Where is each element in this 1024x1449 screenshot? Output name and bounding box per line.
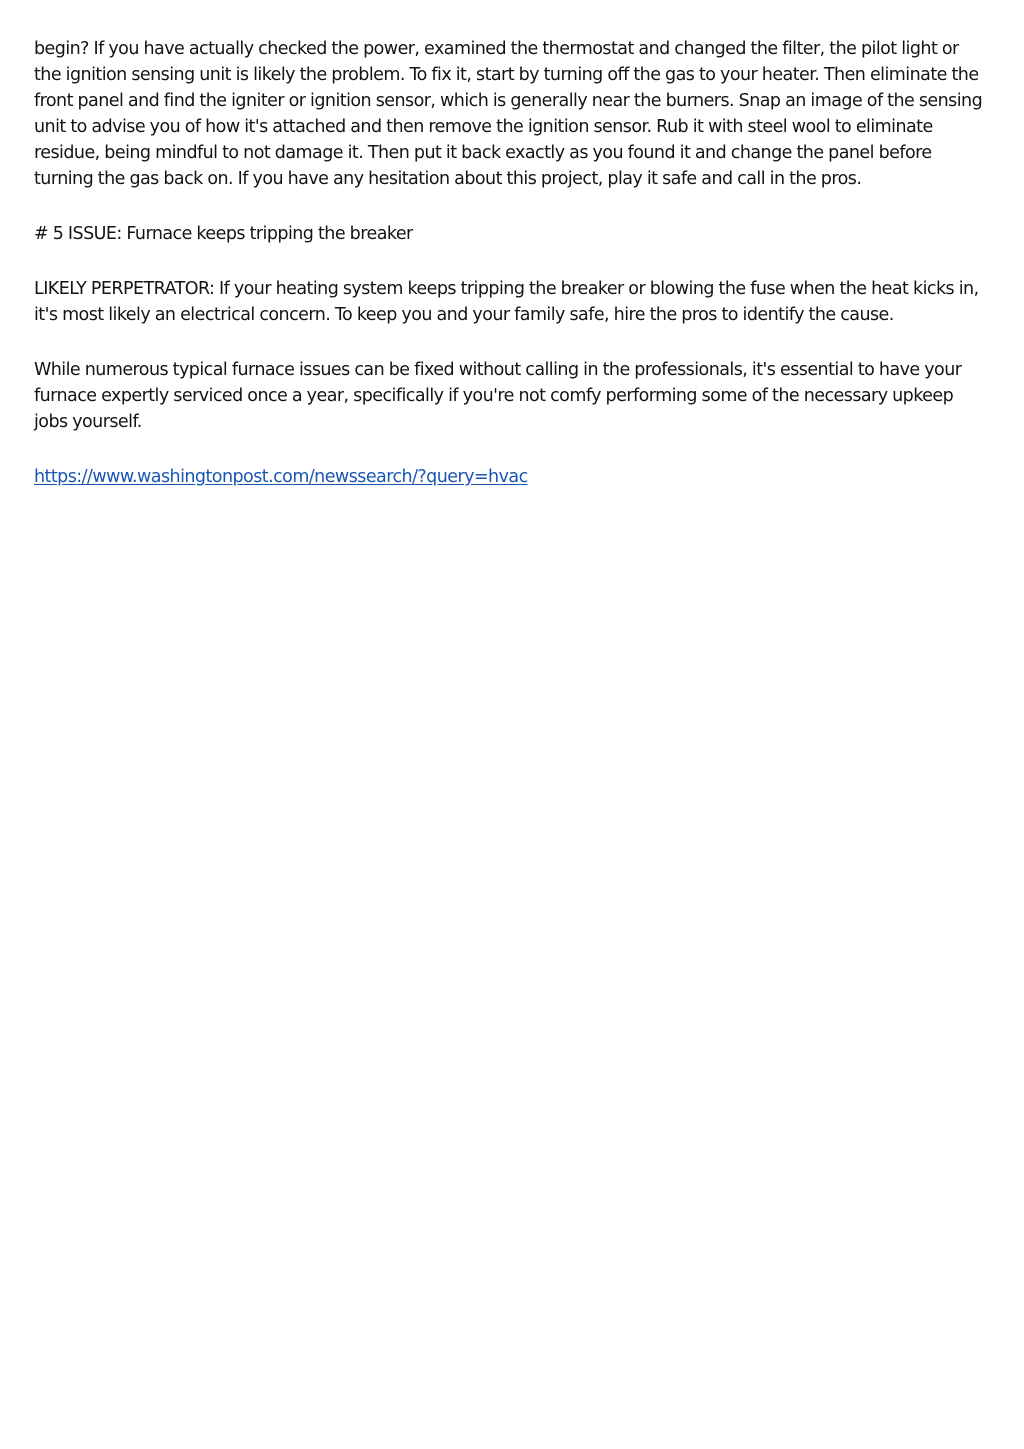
paragraph-pilot-light-fix: begin? If you have actually checked the power, examined the thermostat and changed the filter, the pilot light or the ignition sensing unit is likely the problem. To fix it, start by turning off the gas to your heater. Then eliminate the front panel and find the igniter or ignition sensor, which is generally near the burners. Snap an image of the sensing unit to advise you of how it's attached and then remove the ignition sensor. Rub it with steel wool to eliminate residue, being mindful to not damage it. Then put it back exactly as you found it and change the panel before turning the gas back on. If you have any hesitation about this project, play it safe and call in the pros.: [34, 39, 983, 189]
source-link-paragraph: [34, 464, 984, 490]
paragraph-likely-perpetrator: LIKELY PERPETRATOR: If your heating system keeps tripping the breaker or blowing the fuse when the heat kicks in, it's most likely an electrical concern. To keep you and your family safe, hire the pros to identify the cause.: [34, 279, 979, 325]
issue-heading-breaker: # 5 ISSUE: Furnace keeps tripping the breaker: [34, 224, 413, 244]
paragraph-annual-service: While numerous typical furnace issues can be fixed without calling in the professionals, it's essential to have your furnace expertly serviced once a year, specifically if you're not comfy performing some of the necessary upkeep jobs yourself.: [34, 360, 962, 432]
source-link[interactable]: https://www.washingtonpost.com/newssearch/?query=hvac: [34, 467, 528, 487]
document-body: [34, 36, 984, 519]
